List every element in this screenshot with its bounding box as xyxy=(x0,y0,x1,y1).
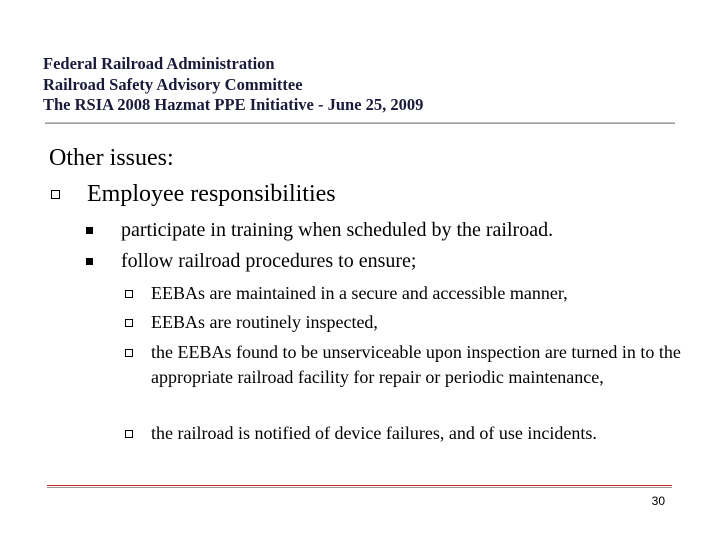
header-line-agency: Federal Railroad Administration xyxy=(43,54,275,73)
solid-square-bullet-icon xyxy=(86,227,93,234)
subpoint-item-inspected: EEBAs are routinely inspected, xyxy=(151,312,378,332)
header-line-initiative: The RSIA 2008 Hazmat PPE Initiative - June 25, 2009 xyxy=(43,95,424,114)
subpoint-item-unserviceable: the EEBAs found to be unserviceable upon inspection are turned in to the appropriate railroad facility for repair or periodic maintenance, xyxy=(151,342,681,387)
hollow-square-bullet-icon xyxy=(125,319,133,327)
point-item-training: participate in training when scheduled by the railroad. xyxy=(121,219,554,241)
header-line-committee: Railroad Safety Advisory Committee xyxy=(43,74,303,94)
hollow-square-bullet-icon xyxy=(125,349,133,357)
topic-item: Employee responsibilities xyxy=(87,181,336,207)
slide-header xyxy=(43,54,423,116)
page-number: 30 xyxy=(651,494,665,508)
slide-heading: Other issues: xyxy=(49,145,174,171)
footer-divider-red xyxy=(47,485,672,486)
solid-square-bullet-icon xyxy=(86,258,93,265)
hollow-square-bullet-icon xyxy=(125,430,133,438)
hollow-square-bullet-icon xyxy=(51,190,60,199)
subpoint-item-maintained: EEBAs are maintained in a secure and accessible manner, xyxy=(151,283,568,303)
footer-divider-gray xyxy=(47,487,672,488)
point-item-procedures: follow railroad procedures to ensure; xyxy=(121,250,417,272)
header-divider xyxy=(45,122,675,124)
hollow-square-bullet-icon xyxy=(125,290,133,298)
subpoint-item-notified: the railroad is notified of device failures, and of use incidents. xyxy=(151,423,597,443)
